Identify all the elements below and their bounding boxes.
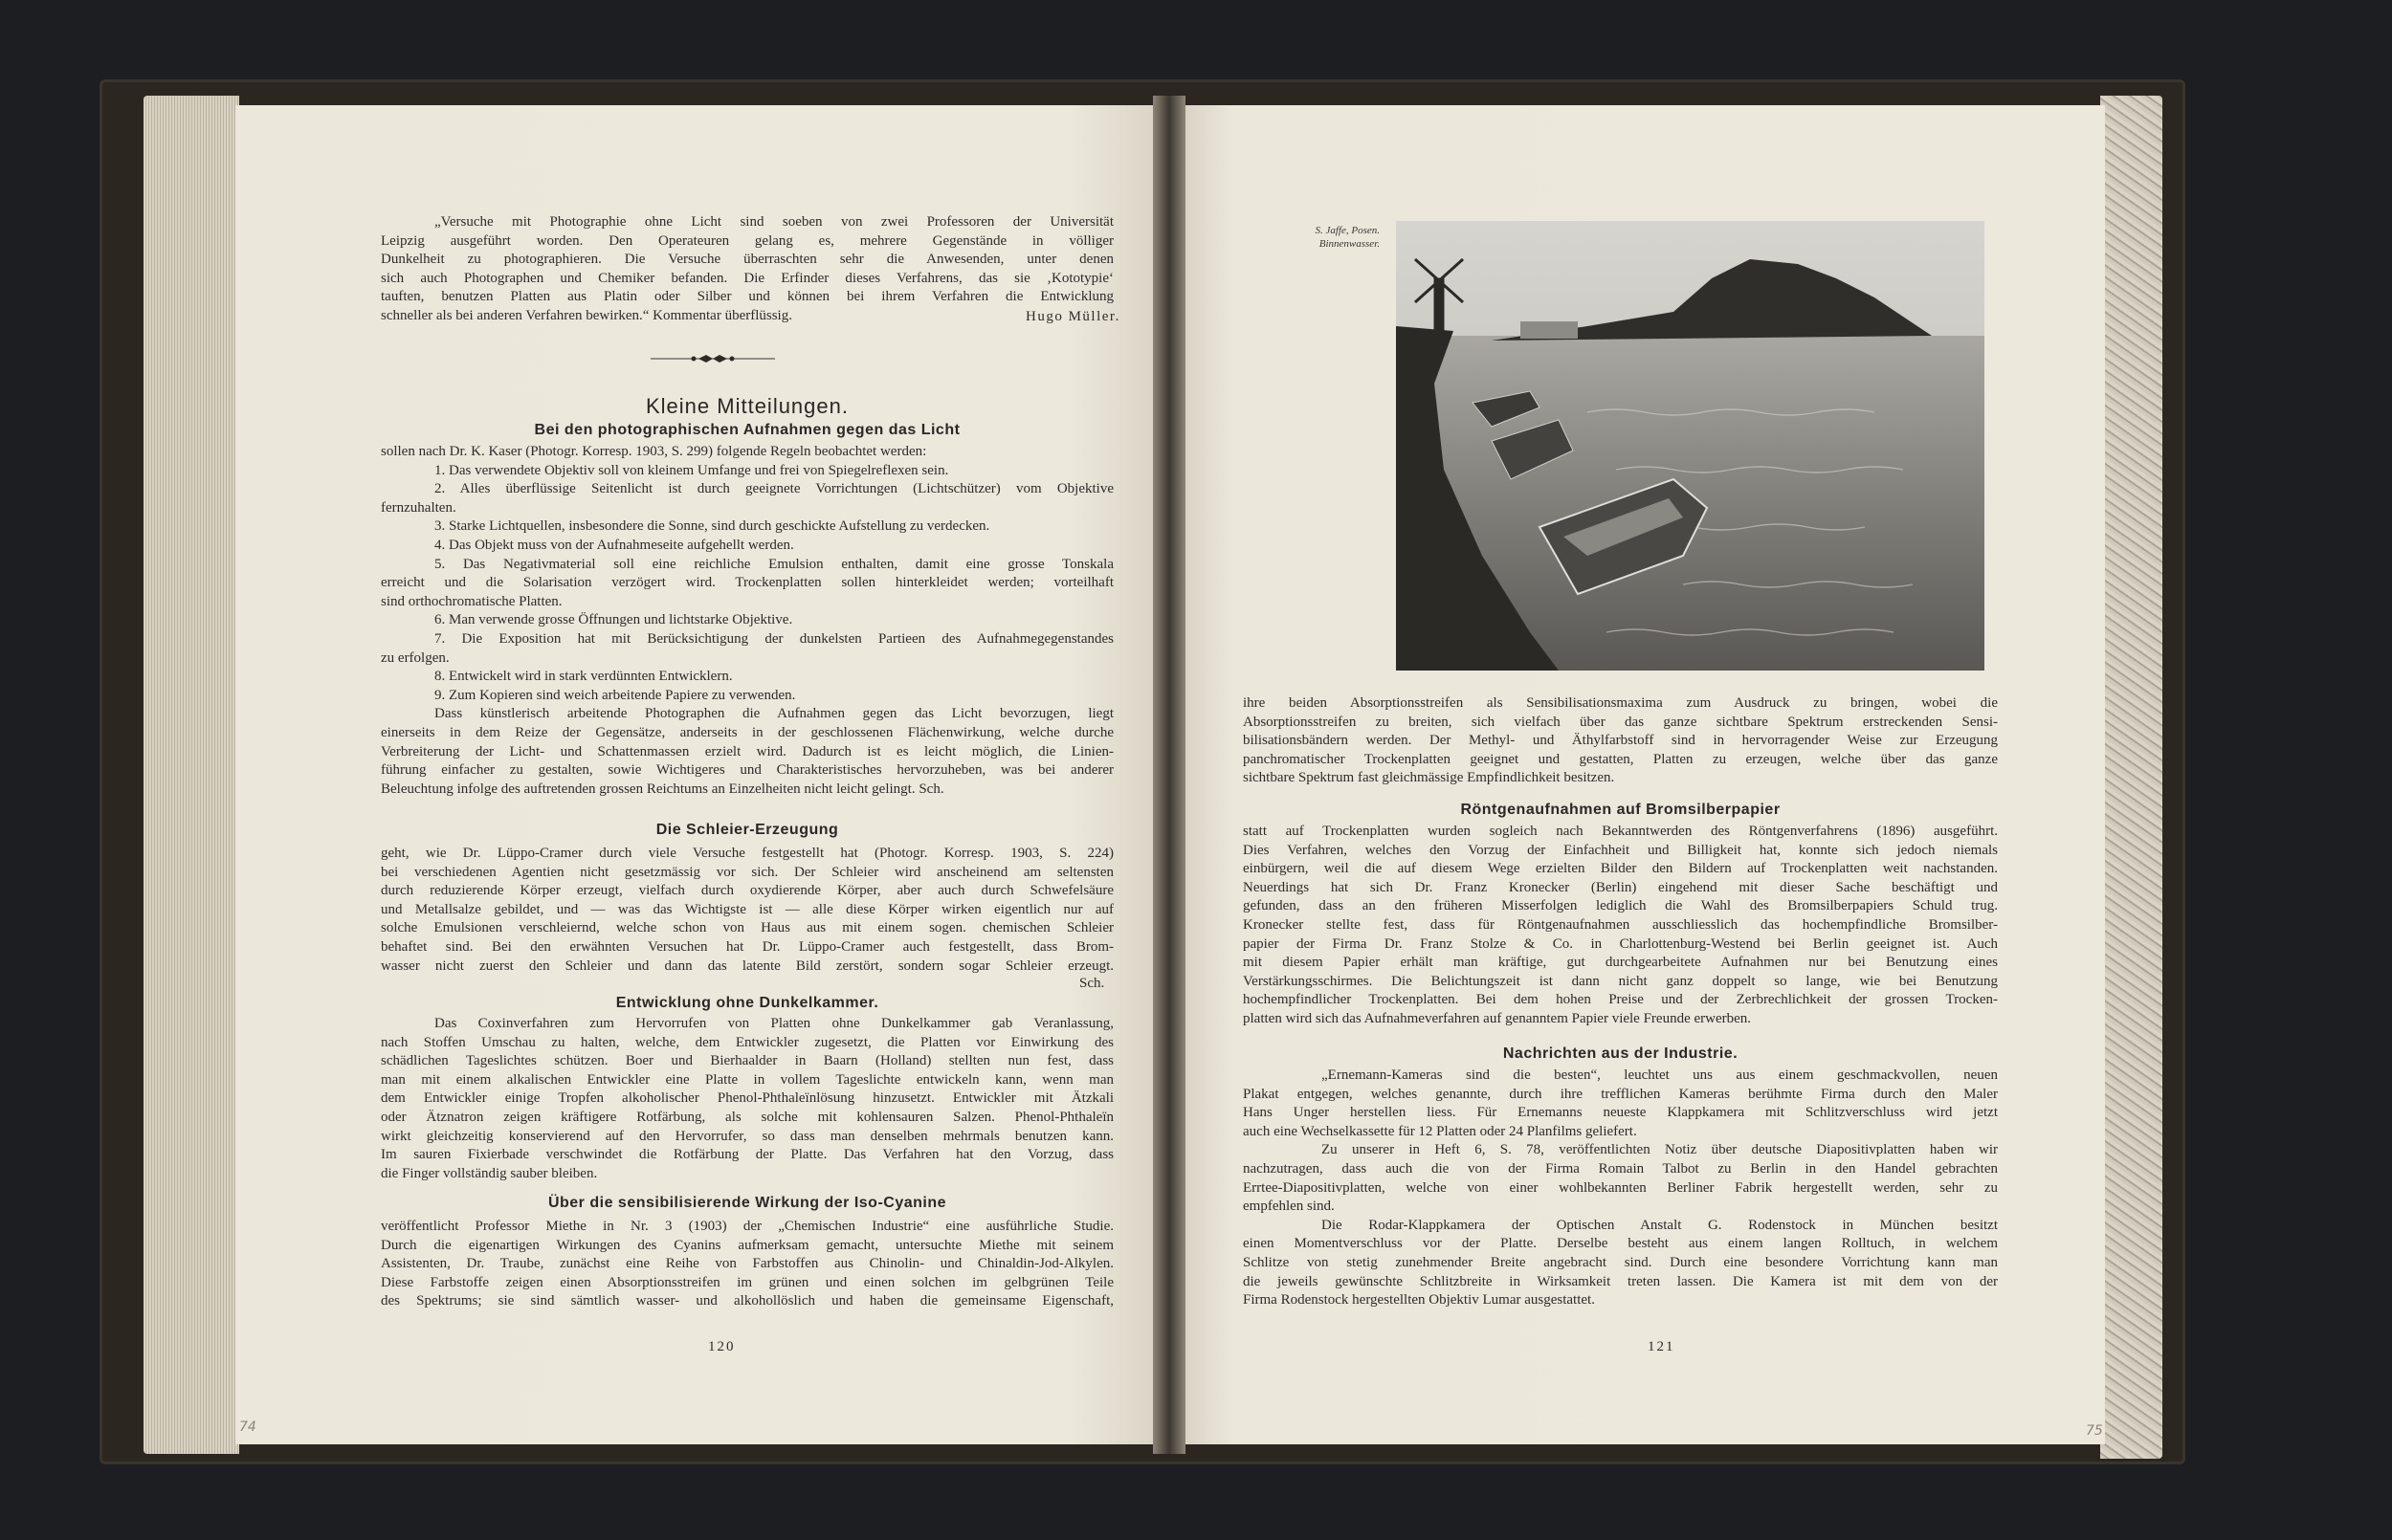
text-line: Hans Unger herstellen liess. Für Ernemanns neueste Klappkamera mit Schlitzverschluss wird jetzt	[1243, 1105, 1998, 1121]
text-line: Das Coxinverfahren zum Hervorrufen von Platten ohne Dunkelkammer gab Veranlassung,	[434, 1016, 1114, 1031]
text-line: durch reduzierende Körper erzeugt, vielfach durch oxydierende Körper, aber auch durch Schwefelsäure	[381, 883, 1114, 899]
text-line: Die Rodar-Klappkamera der Optischen Anstalt G. Rodenstock in München besitzt	[1321, 1217, 1998, 1233]
text-line: Assistenten, Dr. Traube, zunächst eine Reihe von Farbstoffen aus Chinolin- und Chinaldin-Jod-Alkylen.	[381, 1256, 1114, 1272]
text-line: „Ernemann-Kameras sind die besten“, leuchtet uns aus einem geschmackvollen, neuen	[1321, 1067, 1998, 1083]
text-line: solche Emulsionen verschleiernd, welche schon von Haus aus mit einem sogen. chemischen Schleier	[381, 920, 1114, 936]
text-line: papier der Firma Dr. Franz Stolze & Co. in Charlottenburg-Westend bei Berlin geeignet ist. Auch	[1243, 935, 1998, 952]
text-line: Dass künstlerisch arbeitende Photographen die Aufnahmen gegen das Licht bevorzugen, liegt	[434, 706, 1114, 722]
text-line: Dunkelheit zu photographieren. Die Versuche überraschten sehr die Anwesenden, unter denen	[381, 252, 1114, 268]
text-line: 2. Alles überflüssige Seitenlicht ist durch geeignete Vorrichtungen (Lichtschützer) vom Objektive	[434, 481, 1114, 497]
article-body	[1243, 823, 1998, 1029]
page-edges-right-marbled	[2100, 96, 2162, 1459]
text-line: einerseits in dem Reize der Gegensätze, anderseits in der geschlossenen Flächenwirkung, welche durche	[381, 724, 1114, 740]
book-gutter	[1153, 96, 1185, 1454]
text-line: sich auch Photographen und Chemiker befanden. Die Erfinder dieses Verfahrens, das sie ‚Kototypie‘	[381, 270, 1114, 286]
article-heading: Die Schleier-Erzeugung	[655, 822, 839, 838]
text-line: Zu unserer in Heft 6, S. 78, veröffentlichten Notiz über deutsche Diapositivplatten haben wir	[1321, 1142, 1998, 1158]
text-line: die Finger vollständig sauber bleiben.	[381, 1165, 598, 1181]
text-line: fernzuhalten.	[381, 499, 456, 516]
text-line: nachzutragen, dass auch die von der Firma Romain Talbot zu Berlin in den Handel gebrachten	[1243, 1160, 1998, 1177]
article-body	[381, 443, 1114, 799]
article-body	[381, 1218, 1114, 1311]
article-body-continued	[1243, 694, 1998, 788]
article-heading: Nachrichten aus der Industrie.	[1502, 1045, 1739, 1062]
text-line: oder Ätznatron zeigen kräftigere Rotfärbung, als solche mit kohlensauren Salzen. Phenol-Phthaleïn	[381, 1109, 1114, 1125]
text-line: ihre beiden Absorptionsstreifen als Sensibilisationsmaxima zum Ausdruck zu bringen, wobei die	[1243, 695, 1998, 711]
text-line: Neuerdings hat sich Dr. Franz Kronecker (Berlin) eingehend mit dieser Sache beschäftigt und	[1243, 879, 1998, 895]
text-line: einbürgern, weil die auf diesem Wege erzielten Bilder den Bildern auf Trockenplatten weit nachstanden.	[1243, 861, 1998, 877]
text-line: zu erfolgen.	[381, 649, 450, 666]
photograph-boats-windmill	[1396, 221, 1984, 671]
article-signature: Sch.	[1079, 976, 1105, 991]
text-line: wirkt gleichzeitig konservierend auf den Hervorrufer, so dass man denselben mehrmals benutzen kann.	[381, 1128, 1114, 1144]
text-line: Schlitze von stetig zunehmender Breite angebracht sind. Durch eine besondere Vorrichtung kann man	[1243, 1254, 1998, 1270]
text-line: des Spektrums; sie sind sämtlich wasser- und alkohollöslich und haben die gemeinsame Eigenschaft,	[381, 1293, 1114, 1309]
text-line: Verbreiterung der Licht- und Schattenmassen erzielt wird. Dadurch ist es leicht möglich, die Linien-	[381, 743, 1114, 759]
text-line: man mit einem alkalischen Entwickler eine Platte in vollem Tageslichte entwickeln kann, wenn man	[381, 1071, 1114, 1088]
text-line: Errtee-Diapositivplatten, welche von einer wohlbekannten Berliner Fabrik hergestellt werden, sehr zu	[1243, 1179, 1998, 1196]
text-line: gefunden, dass an den früheren Misserfolgen lediglich die Wahl des Bromsilberpapiers Schuld trug.	[1243, 898, 1998, 914]
text-line: Leipzig ausgeführt worden. Den Operateuren gelang es, mehrere Gegenstände in völliger	[381, 232, 1114, 249]
text-line: 4. Das Objekt muss von der Aufnahmeseite aufgehellt werden.	[434, 537, 794, 553]
pencil-folio-note: 74	[239, 1419, 256, 1435]
text-line: tauften, benutzen Platten aus Platin oder Silber und können bei ihrem Verfahren die Entwicklung	[381, 289, 1114, 305]
text-line: die jeweils gewünschte Schlitzbreite in Wirksamkeit treten lassen. Die Kamera ist mit dem von der	[1243, 1273, 1998, 1289]
text-line: 1. Das verwendete Objektiv soll von kleinem Umfange und frei von Spiegelreflexen sein.	[434, 462, 949, 478]
text-line: platten wird sich das Aufnahmeverfahren auf genanntem Papier viele Freunde erwerben.	[1243, 1010, 1752, 1026]
text-line: auch eine Wechselkassette für 12 Platten oder 24 Planfilms geliefert.	[1243, 1123, 1637, 1139]
article-heading: Röntgenaufnahmen auf Bromsilberpapier	[1460, 802, 1781, 818]
text-line: bilisationsbändern werden. Der Methyl- und Äthylfarbstoff sind in hervorragender Weise zur Erzeugung	[1243, 733, 1998, 749]
intro-signature: Hugo Müller.	[1026, 309, 1120, 324]
text-line: „Versuche mit Photographie ohne Licht sind soeben von zwei Professoren der Universität	[434, 214, 1114, 230]
text-line: sind orthochromatische Platten.	[381, 593, 563, 609]
page-number: 120	[708, 1339, 736, 1354]
text-line: Kronecker stellte fest, dass für Röntgenaufnahmen ausschliesslich das hochempfindliche Bromsilber-	[1243, 916, 1998, 933]
text-line: Durch die eigenartigen Wirkungen des Cyanins aufmerksam gemacht, untersuchte Miethe mit seinem	[381, 1237, 1114, 1253]
text-line: erreicht und die Solarisation verzögert wird. Trockenplatten sollen hinterkleidet werden; vorteilhaft	[381, 575, 1114, 591]
text-line: 6. Man verwende grosse Öffnungen und lichtstarke Objektive.	[434, 612, 793, 628]
text-line: und Metallsalze gebildet, und — was das Wichtigste ist — alle diese Körper wirken eigentlich nur auf	[381, 901, 1114, 917]
text-line: schneller als bei anderen Verfahren bewirken.“ Kommentar überflüssig.	[381, 307, 792, 323]
text-line: Absorptionsstreifen zu breiten, sich vielfach über das ganze sichtbare Spektrum erstreckenden Sensi-	[1243, 714, 1998, 730]
article-heading: Über die sensibilisierende Wirkung der Iso-Cyanine	[547, 1195, 947, 1211]
pencil-folio-note: 75	[2086, 1423, 2103, 1439]
text-line: statt auf Trockenplatten wurden sogleich nach Bekanntwerden des Röntgenverfahrens (1896) ausgeführt.	[1243, 824, 1998, 839]
text-line: dem Entwickler einige Tropfen alkoholischer Phenol-Phthaleïnlösung hinzusetzt. Entwickler mit Ätzkali	[381, 1090, 1114, 1107]
text-line: 5. Das Negativmaterial soll eine reichliche Emulsion enthalten, damit eine grosse Tonskala	[434, 556, 1114, 572]
article-heading: Bei den photographischen Aufnahmen gegen das Licht	[534, 422, 961, 438]
article-body	[381, 845, 1114, 976]
text-line: Beleuchtung infolge des auftretenden grossen Reichtums an Einzelheiten nicht leicht gelingt. Sch.	[381, 781, 944, 797]
photo-credit: S. Jaffe, Posen.	[1315, 225, 1380, 236]
text-line: Verstärkungsschirmes. Die Belichtungszeit ist dann nicht ganz doppelt so lange, wie bei Benutzung	[1243, 973, 1998, 989]
text-line: 8. Entwickelt wird in stark verdünnten Entwicklern.	[434, 669, 733, 685]
text-line: sichtbare Spektrum fast gleichmässige Empfindlichkeit besitzen.	[1243, 770, 1615, 786]
text-line: veröffentlicht Professor Miethe in Nr. 3 (1903) der „Chemischen Industrie“ eine ausführliche Studie.	[381, 1219, 1114, 1234]
text-line: Firma Rodenstock hergestellten Objektiv Lumar ausgestattet.	[1243, 1292, 1595, 1309]
text-line: Dies Verfahren, welches den Vorzug der Einfachheit und Billigkeit hat, konnte sich jedoch niemals	[1243, 842, 1998, 858]
photo-title: Binnenwasser.	[1318, 238, 1380, 250]
article-body	[381, 1015, 1114, 1183]
text-line: bei verschiedenen Agentien nicht gesetzmässig vor sich. Der Schleier wird anscheinend am seltensten	[381, 864, 1114, 880]
text-line: sollen nach Dr. K. Kaser (Photogr. Korresp. 1903, S. 299) folgende Regeln beobachtet werden:	[381, 444, 927, 459]
text-line: nach Stoffen Umschau zu halten, welche, dem Entwickler zugesetzt, die Platten vor Einwirkung des	[381, 1034, 1114, 1050]
section-title: Kleine Mitteilungen.	[645, 394, 849, 418]
page-edges-left	[144, 96, 239, 1454]
text-line: schädlichen Tageslichtes schützen. Boer und Bierhaalder in Baarn (Holland) stellten nun fest, dass	[381, 1053, 1114, 1069]
article-body	[1243, 1067, 1998, 1310]
text-line: 7. Die Exposition hat mit Berücksichtigung der dunkelsten Partieen des Aufnahmegegenstandes	[434, 630, 1114, 647]
text-line: 9. Zum Kopieren sind weich arbeitende Papiere zu verwenden.	[434, 687, 796, 703]
article-heading: Entwicklung ohne Dunkelkammer.	[615, 995, 879, 1011]
text-line: wasser nicht zuerst den Schleier und dann das latente Bild zerstört, sondern sogar Schleier erzeugt.	[381, 957, 1114, 974]
text-line: empfehlen sind.	[1243, 1199, 1335, 1215]
text-line: behaftet sind. Bei den erwähnten Versuchen hat Dr. Lüppo-Cramer auch festgestellt, dass Brom-	[381, 938, 1114, 955]
ornament-divider	[651, 351, 775, 366]
text-line: hochempfindlicher Trockenplatten. Bei dem hohen Preise und der Zerbrechlichkeit der grossen Trocken-	[1243, 992, 1998, 1008]
text-line: 3. Starke Lichtquellen, insbesondere die Sonne, sind durch geschickte Aufstellung zu verdecken.	[434, 518, 990, 535]
text-line: einen Momentverschluss vor der Platte. Derselbe besteht aus einem langen Rolltuch, in welchem	[1243, 1236, 1998, 1252]
text-line: Plakat entgegen, welches genannte, durch ihre trefflichen Kameras berühmte Firma durch den Maler	[1243, 1086, 1998, 1102]
page-number: 121	[1648, 1339, 1675, 1354]
photo-caption	[1273, 224, 1380, 251]
text-line: mit diesem Papier erhält man kräftige, gut durchgearbeitete Aufnahmen nur bei Benutzung eines	[1243, 955, 1998, 971]
text-line: Im sauren Fixierbade verschwindet die Rotfärbung der Platte. Das Verfahren hat den Vorzug, dass	[381, 1147, 1114, 1163]
intro-quote	[381, 213, 1114, 326]
text-line: Diese Farbstoffe zeigen einen Absorptionsstreifen im grünen und einen solchen im gelbgrünen Teile	[381, 1274, 1114, 1290]
text-line: panchromatischer Trockenplatten geeignet und gestatten, Platten zu erzeugen, welche über das ganze	[1243, 751, 1998, 767]
text-line: geht, wie Dr. Lüppo-Cramer durch viele Versuche festgestellt hat (Photogr. Korresp. 1903, S. 224)	[381, 846, 1114, 861]
text-line: führung einfacher zu gestalten, sowie Wichtigeres und Charakteristisches hervorzuheben, was bei anderer	[381, 762, 1114, 779]
